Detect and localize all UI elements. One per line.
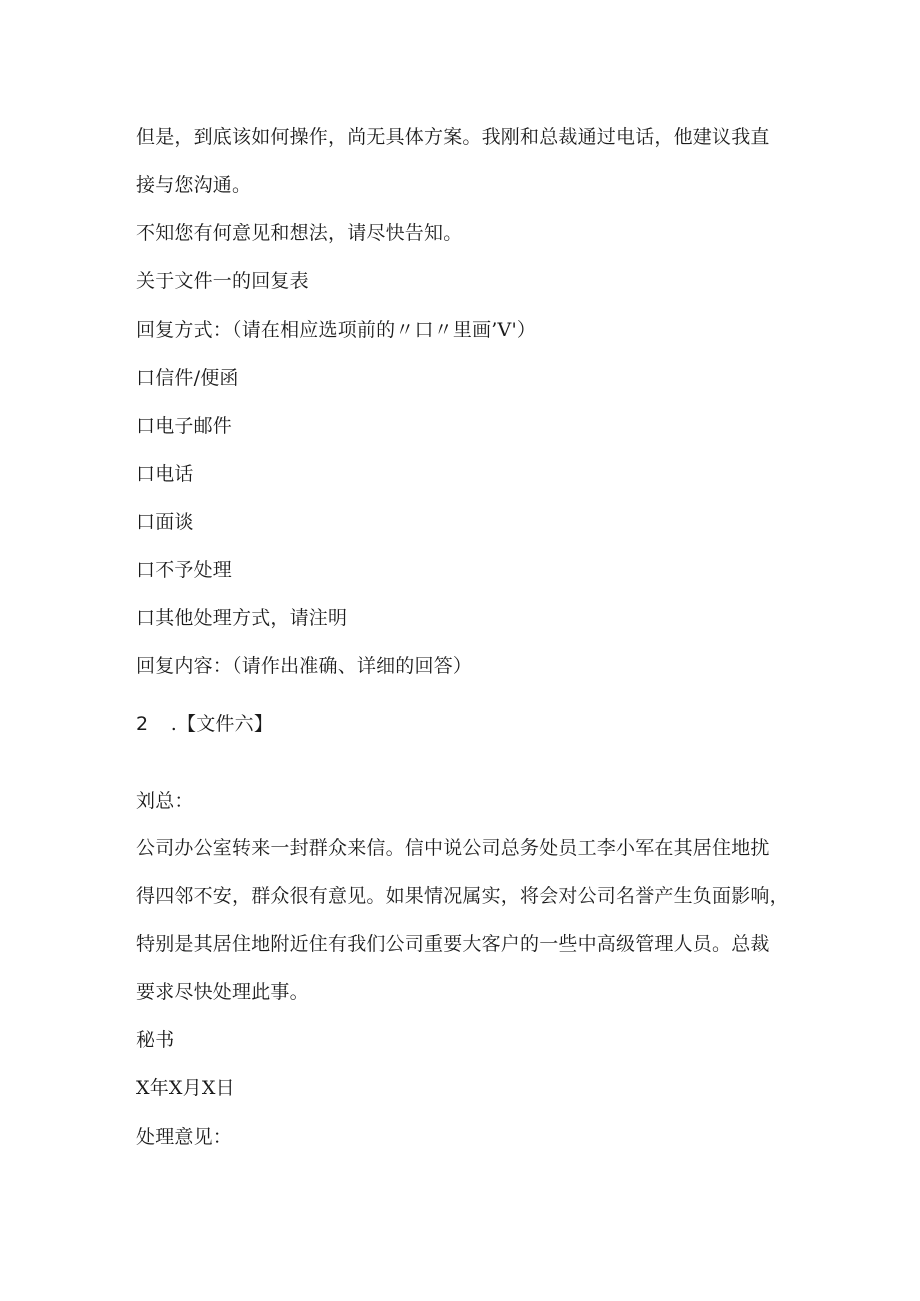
- salutation: 刘总：: [136, 790, 194, 812]
- section-heading: [136, 712, 792, 736]
- option-checkbox-meeting: 口面谈: [136, 511, 194, 533]
- handling-opinion-label: 处理意见：: [136, 1126, 233, 1148]
- section-title: .【文件六】: [170, 713, 274, 735]
- reply-content-label: 回复内容：（请作出准确、详细的回答）: [136, 655, 473, 677]
- option-checkbox-letter: 口信件/便函: [136, 367, 239, 389]
- option-checkbox-other: 口其他处理方式，请注明: [136, 607, 348, 629]
- paragraph-line: 接与您沟通。: [136, 174, 252, 196]
- body-line: 特别是其居住地附近住有我们公司重要大客户的一些中高级管理人员。总裁: [136, 933, 770, 955]
- option-checkbox-email: 口电子邮件: [136, 415, 233, 437]
- paragraph-line: 但是，到底该如何操作，尚无具体方案。我刚和总裁通过电话，他建议我直: [136, 126, 770, 148]
- body-line: 得四邻不安，群众很有意见。如果情况属实，将会对公司名誉产生负面影响，: [136, 885, 789, 907]
- option-checkbox-phone: 口电话: [136, 463, 194, 485]
- body-line: 公司办公室转来一封群众来信。信中说公司总务处员工李小军在其居住地扰: [136, 837, 770, 859]
- date: X年X月X日: [136, 1077, 235, 1099]
- reply-method-label: 回复方式：（请在相应选项前的〃口〃里画’V'）: [136, 319, 537, 341]
- body-line: 要求尽快处理此事。: [136, 981, 309, 1003]
- signature: 秘书: [136, 1029, 175, 1051]
- reply-form-title: 关于文件一的回复表: [136, 270, 309, 292]
- section-number: 2: [136, 713, 149, 735]
- option-checkbox-no-action: 口不予处理: [136, 559, 233, 581]
- paragraph: 不知您有何意见和想法，请尽快告知。: [136, 222, 463, 244]
